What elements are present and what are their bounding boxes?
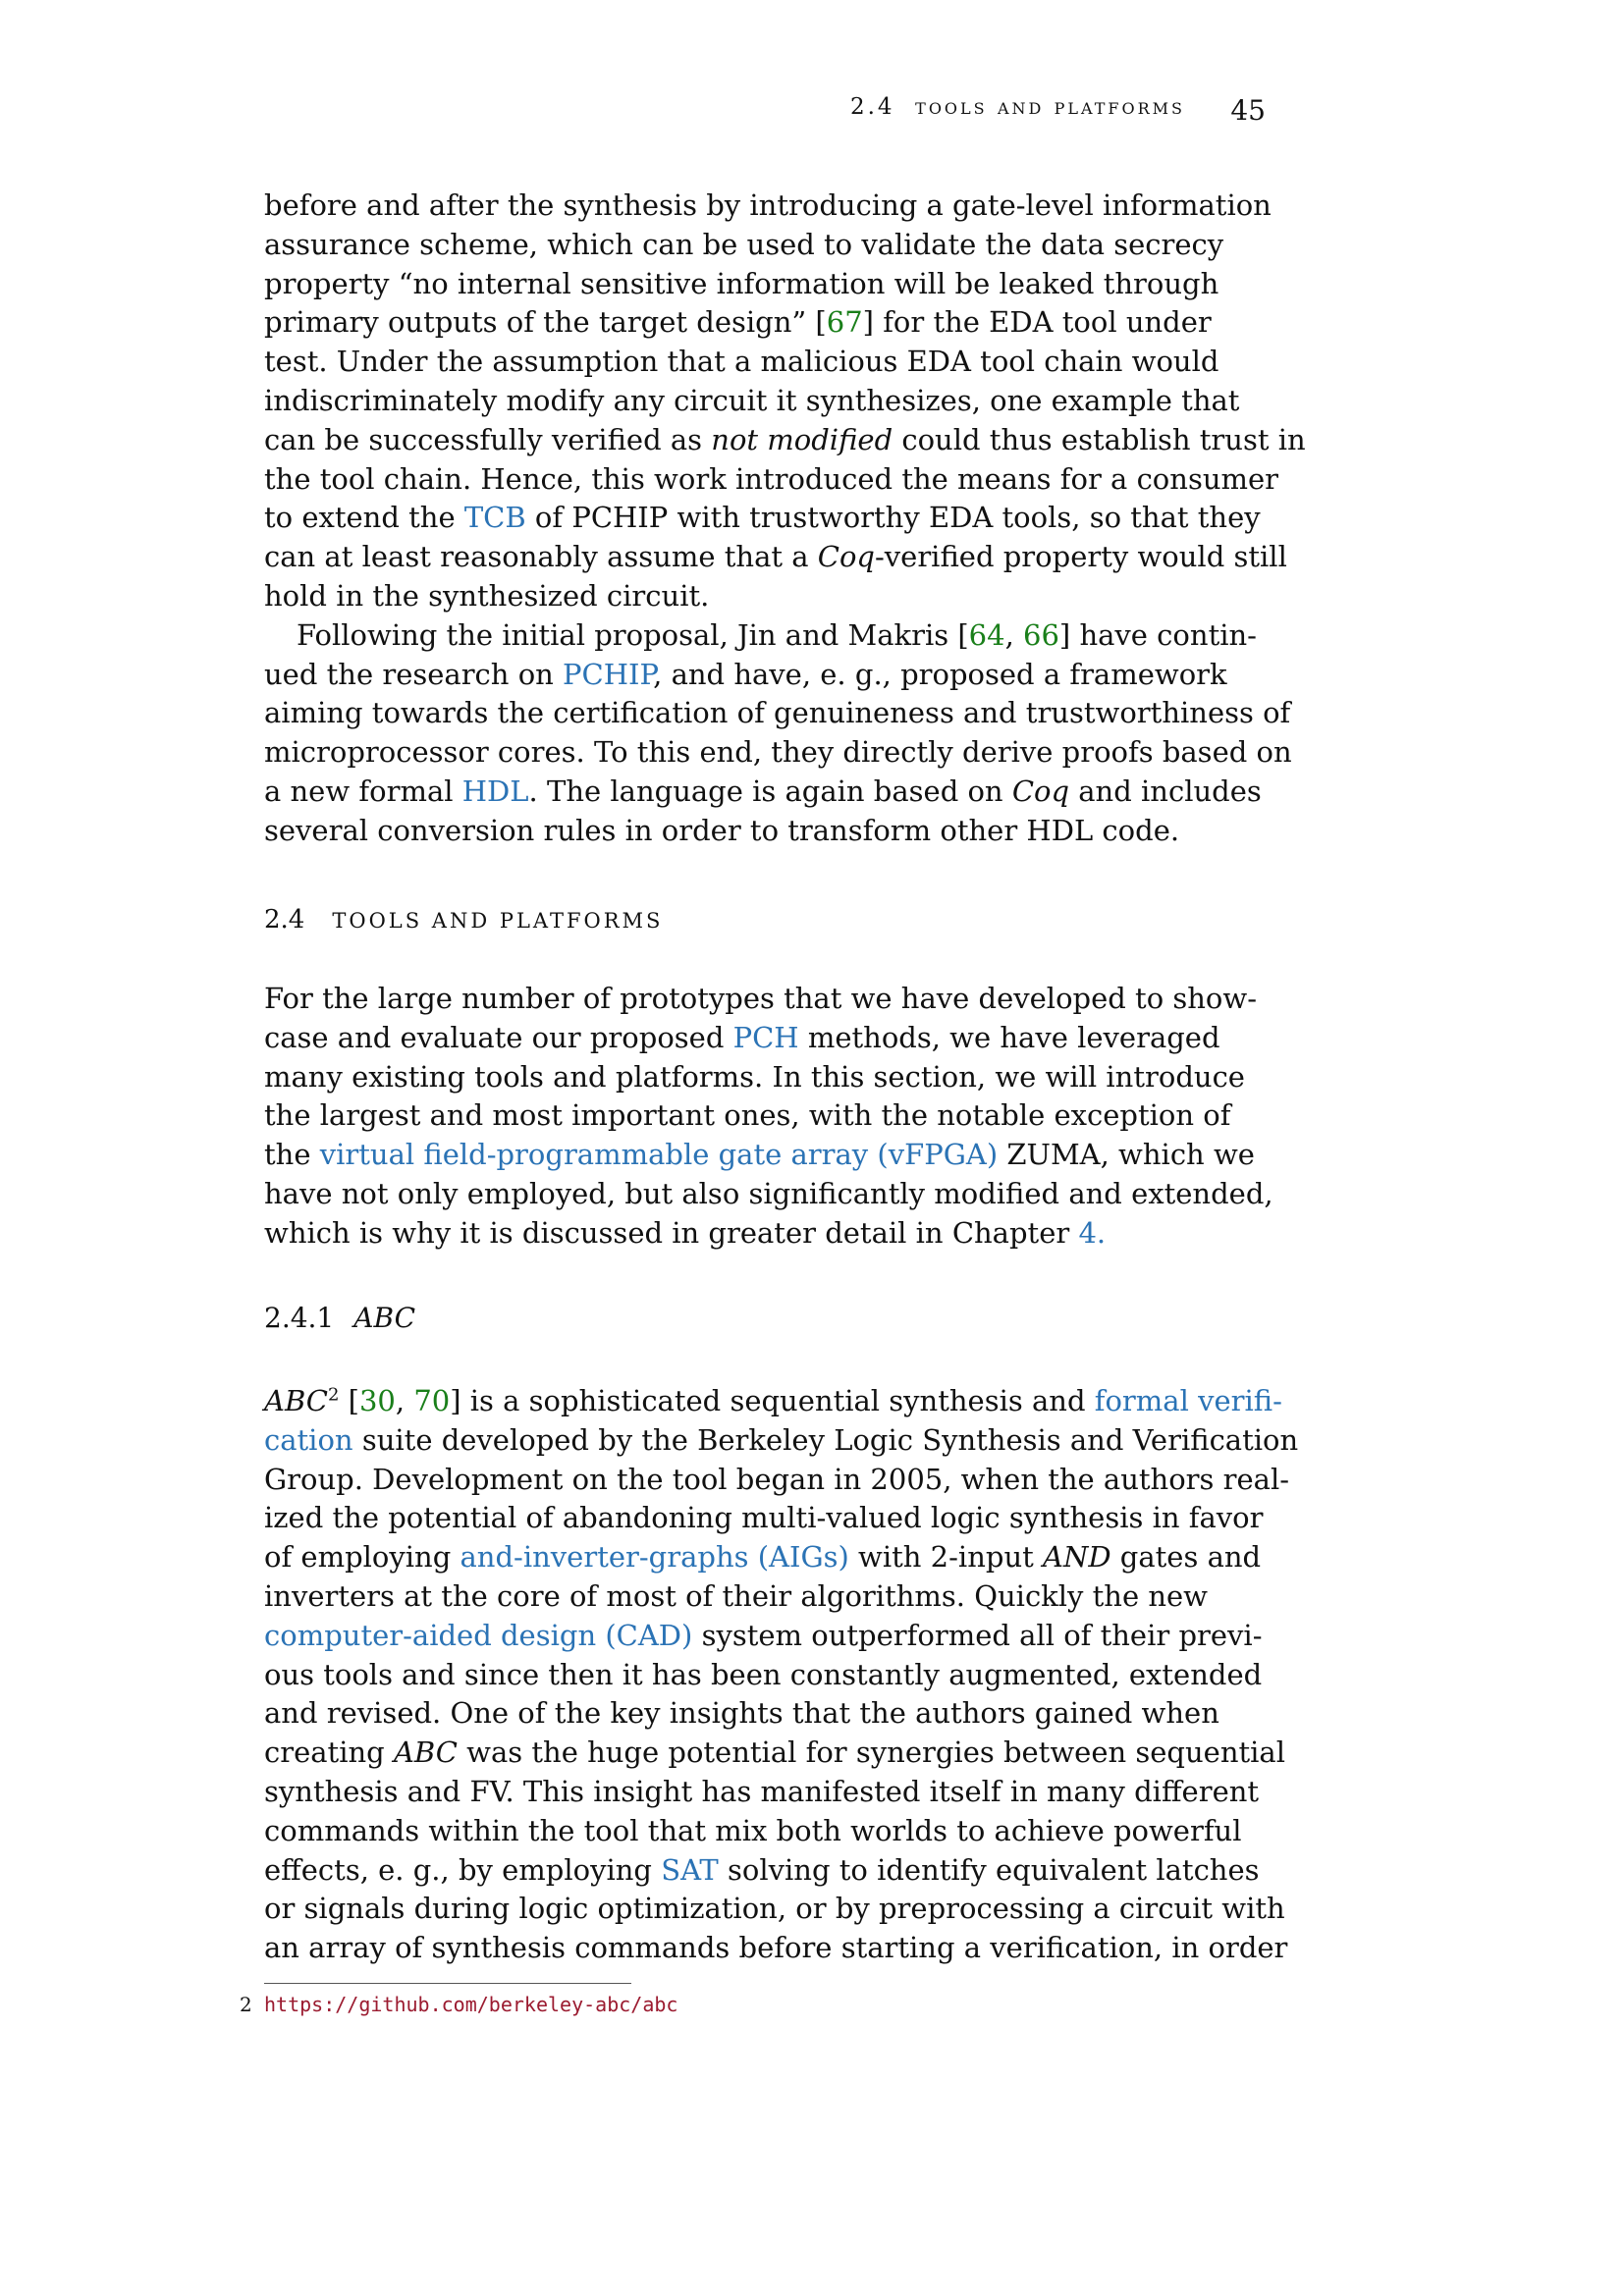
p2-l2-text-a: ued the research on xyxy=(264,657,564,691)
p1-l7-text-b: could thus establish trust in xyxy=(893,422,1306,456)
p1-line-8: the tool chain. Hence, this work introduced the means for a consumer xyxy=(264,461,1279,496)
p4-line-5 xyxy=(264,1538,1262,1577)
emphasis-abc: ABC xyxy=(264,1384,328,1417)
p2-l1-sep: , xyxy=(1004,617,1024,652)
p3-line-4: the largest and most important ones, with the notable exception of xyxy=(264,1098,1231,1133)
emphasis-not-modified: not modified xyxy=(711,422,893,456)
p4-line-13 xyxy=(264,1851,1260,1891)
p4-l13-text-a: effects, e. g., by employing xyxy=(264,1852,662,1887)
p4-line-8: ous tools and since then it has been constantly augmented, extended xyxy=(264,1657,1263,1691)
p1-line-1: before and after the synthesis by introducing a gate-level information xyxy=(264,188,1272,222)
p4-l1-text-b: ] is a sophisticated sequential synthesis and xyxy=(450,1384,1095,1417)
subsection-title: ABC xyxy=(353,1302,415,1334)
p2-line-3: aiming towards the certification of genuineness and trustworthiness of xyxy=(264,696,1291,730)
section-title: TOOLS AND PLATFORMS xyxy=(332,909,664,933)
link-aig[interactable]: and-inverter-graphs (AIGs) xyxy=(460,1540,849,1575)
link-chapter-4[interactable]: 4 xyxy=(1078,1215,1097,1250)
footnote-url-link[interactable]: https://github.com/berkeley-abc/abc xyxy=(264,1993,678,2016)
section-heading xyxy=(264,905,663,934)
p2-l5-text-a: a new formal xyxy=(264,774,462,808)
paragraph-4 xyxy=(264,1382,1299,1968)
running-head-title xyxy=(850,94,1185,120)
page-number: 45 xyxy=(1230,94,1266,127)
p4-line-6: inverters at the core of most of their algorithms. Quickly the new xyxy=(264,1578,1209,1613)
p1-l7-text-a: can be successfully verified as xyxy=(264,422,712,456)
p4-l10-text-a: creating xyxy=(264,1735,394,1770)
link-tcb[interactable]: TCB xyxy=(463,501,526,535)
running-head-section: 2.4 xyxy=(849,94,895,120)
p3-l5-text-a: the xyxy=(264,1138,320,1172)
p2-line-6: several conversion rules in order to transform other HDL code. xyxy=(264,813,1180,847)
p3-line-3: many existing tools and platforms. In this section, we will introduce xyxy=(264,1059,1245,1094)
p3-l2-text-a: case and evaluate our proposed xyxy=(264,1020,733,1054)
p1-l10-text-a: can at least reasonably assume that a xyxy=(264,540,818,574)
p3-line-1: For the large number of prototypes that we have developed to show- xyxy=(264,982,1258,1015)
p4-line-7 xyxy=(264,1617,1263,1656)
link-vfpga[interactable]: virtual field-programmable gate array (vFPGA) xyxy=(319,1138,999,1172)
emphasis-coq: Coq xyxy=(817,540,875,574)
citation-70[interactable]: 70 xyxy=(413,1384,451,1417)
running-head-section-title: tools and platforms xyxy=(915,94,1185,120)
p3-l7-text-a: which is why it is discussed in greater detail in Chapter xyxy=(264,1215,1079,1250)
citation-30[interactable]: 30 xyxy=(358,1384,396,1417)
p4-line-14: or signals during logic optimization, or by preprocessing a circuit with xyxy=(264,1892,1285,1926)
p1-line-11: hold in the synthesized circuit. xyxy=(264,578,710,613)
link-hdl[interactable]: HDL xyxy=(461,774,529,808)
p1-line-7 xyxy=(264,421,1306,460)
p4-l13-text-b: solving to identify equivalent latches xyxy=(718,1852,1260,1887)
p4-line-15: an array of synthesis commands before starting a verification, in order xyxy=(264,1931,1288,1965)
running-head xyxy=(264,94,1266,133)
p4-l5-text-b: with 2-input xyxy=(848,1540,1043,1575)
p4-l7-text-b: system outperformed all of their previ- xyxy=(692,1618,1263,1652)
p2-line-4: microprocessor cores. To this end, they directly derive proofs based on xyxy=(264,735,1292,770)
p4-line-10 xyxy=(264,1734,1285,1773)
p1-line-10 xyxy=(264,538,1287,577)
p2-l5-text-c: and includes xyxy=(1069,774,1262,808)
p4-line-2 xyxy=(264,1421,1299,1461)
p1-l9-text-a: to extend the xyxy=(264,501,464,535)
p1-line-5: test. Under the assumption that a malicious EDA tool chain would xyxy=(264,345,1219,379)
p3-l5-text-b: ZUMA, which we xyxy=(998,1138,1255,1172)
p2-l1-text-b: ] have contin- xyxy=(1058,617,1257,652)
p4-l2-text-b: suite developed by the Berkeley Logic Synthesis and Verification xyxy=(352,1422,1299,1457)
p4-line-12: commands within the tool that mix both worlds to achieve powerful xyxy=(264,1813,1242,1847)
link-pchip[interactable]: PCHIP xyxy=(563,657,654,691)
p3-line-7 xyxy=(264,1214,1187,1254)
citation-66[interactable]: 66 xyxy=(1023,617,1059,652)
footnote-mark: 2 xyxy=(240,1993,252,2016)
p3-l2-text-b: methods, we have leveraged xyxy=(798,1020,1220,1054)
p4-line-1 xyxy=(264,1382,1282,1421)
p2-line-5 xyxy=(264,773,1262,812)
p4-line-4: ized the potential of abandoning multi-valued logic synthesis in favor xyxy=(264,1501,1264,1535)
footnote-ref-2[interactable]: 2 xyxy=(327,1384,340,1406)
p4-line-3: Group. Development on the tool began in 2005, when the authors real- xyxy=(264,1462,1290,1496)
p4-l5-text-a: of employing xyxy=(264,1540,460,1575)
p1-line-9 xyxy=(264,499,1261,538)
link-formal-verification-b[interactable]: cation xyxy=(264,1422,353,1457)
p1-line-2: assurance scheme, which can be used to validate the data secrecy xyxy=(264,227,1224,261)
footnote-rule xyxy=(264,1983,631,1984)
p1-l9-text-b: of PCHIP with trustworthy EDA tools, so that they xyxy=(525,501,1261,535)
p1-l4-text-b: ] for the EDA tool under xyxy=(862,305,1212,340)
p4-l1-text-a: [ xyxy=(339,1384,359,1417)
p4-l1-sep: , xyxy=(395,1384,414,1417)
emphasis-abc-2: ABC xyxy=(393,1735,458,1770)
p2-line-1 xyxy=(264,616,1257,656)
paragraph-3 xyxy=(264,980,1273,1254)
subsection-heading xyxy=(264,1302,415,1334)
p2-l1-text-a: Following the initial proposal, Jin and Makris [ xyxy=(297,617,969,652)
link-sat[interactable]: SAT xyxy=(661,1852,719,1887)
p3-line-5 xyxy=(264,1136,1255,1175)
p1-l4-text-a: primary outputs of the target design” [ xyxy=(264,305,827,340)
footnote xyxy=(240,1993,677,2016)
p4-line-9: and revised. One of the key insights that the authors gained when xyxy=(264,1696,1219,1731)
emphasis-and: AND xyxy=(1043,1540,1111,1575)
p4-l10-text-b: was the huge potential for synergies between sequential xyxy=(457,1735,1285,1770)
link-formal-verification-a[interactable]: formal verifi- xyxy=(1094,1384,1282,1417)
p4-l5-text-c: gates and xyxy=(1110,1540,1262,1575)
p1-line-4 xyxy=(264,303,1212,343)
section-number: 2.4 xyxy=(264,905,305,934)
p3-line-6: have not only employed, but also significantly modified and extended, xyxy=(264,1176,1273,1210)
paragraph-1 xyxy=(264,187,1306,851)
p4-line-11: synthesis and FV. This insight has manifested itself in many different xyxy=(264,1774,1260,1808)
p2-l5-text-b: . The language is again based on xyxy=(528,774,1012,808)
p1-line-3: property “no internal sensitive information will be leaked through xyxy=(264,266,1219,300)
p3-l7-period: . xyxy=(1096,1215,1107,1250)
link-pch[interactable]: PCH xyxy=(732,1020,799,1054)
citation-67[interactable]: 67 xyxy=(826,305,863,340)
p3-line-2 xyxy=(264,1019,1220,1058)
subsection-number: 2.4.1 xyxy=(264,1302,335,1334)
link-cad[interactable]: computer-aided design (CAD) xyxy=(264,1618,693,1652)
p2-l2-text-b: , and have, e. g., proposed a framework xyxy=(653,657,1227,691)
p2-line-2 xyxy=(264,656,1227,695)
p1-l10-text-b: -verified property would still xyxy=(874,540,1287,574)
emphasis-coq-2: Coq xyxy=(1011,774,1070,808)
p1-line-6: indiscriminately modify any circuit it synthesizes, one example that xyxy=(264,383,1240,417)
citation-64[interactable]: 64 xyxy=(968,617,1005,652)
